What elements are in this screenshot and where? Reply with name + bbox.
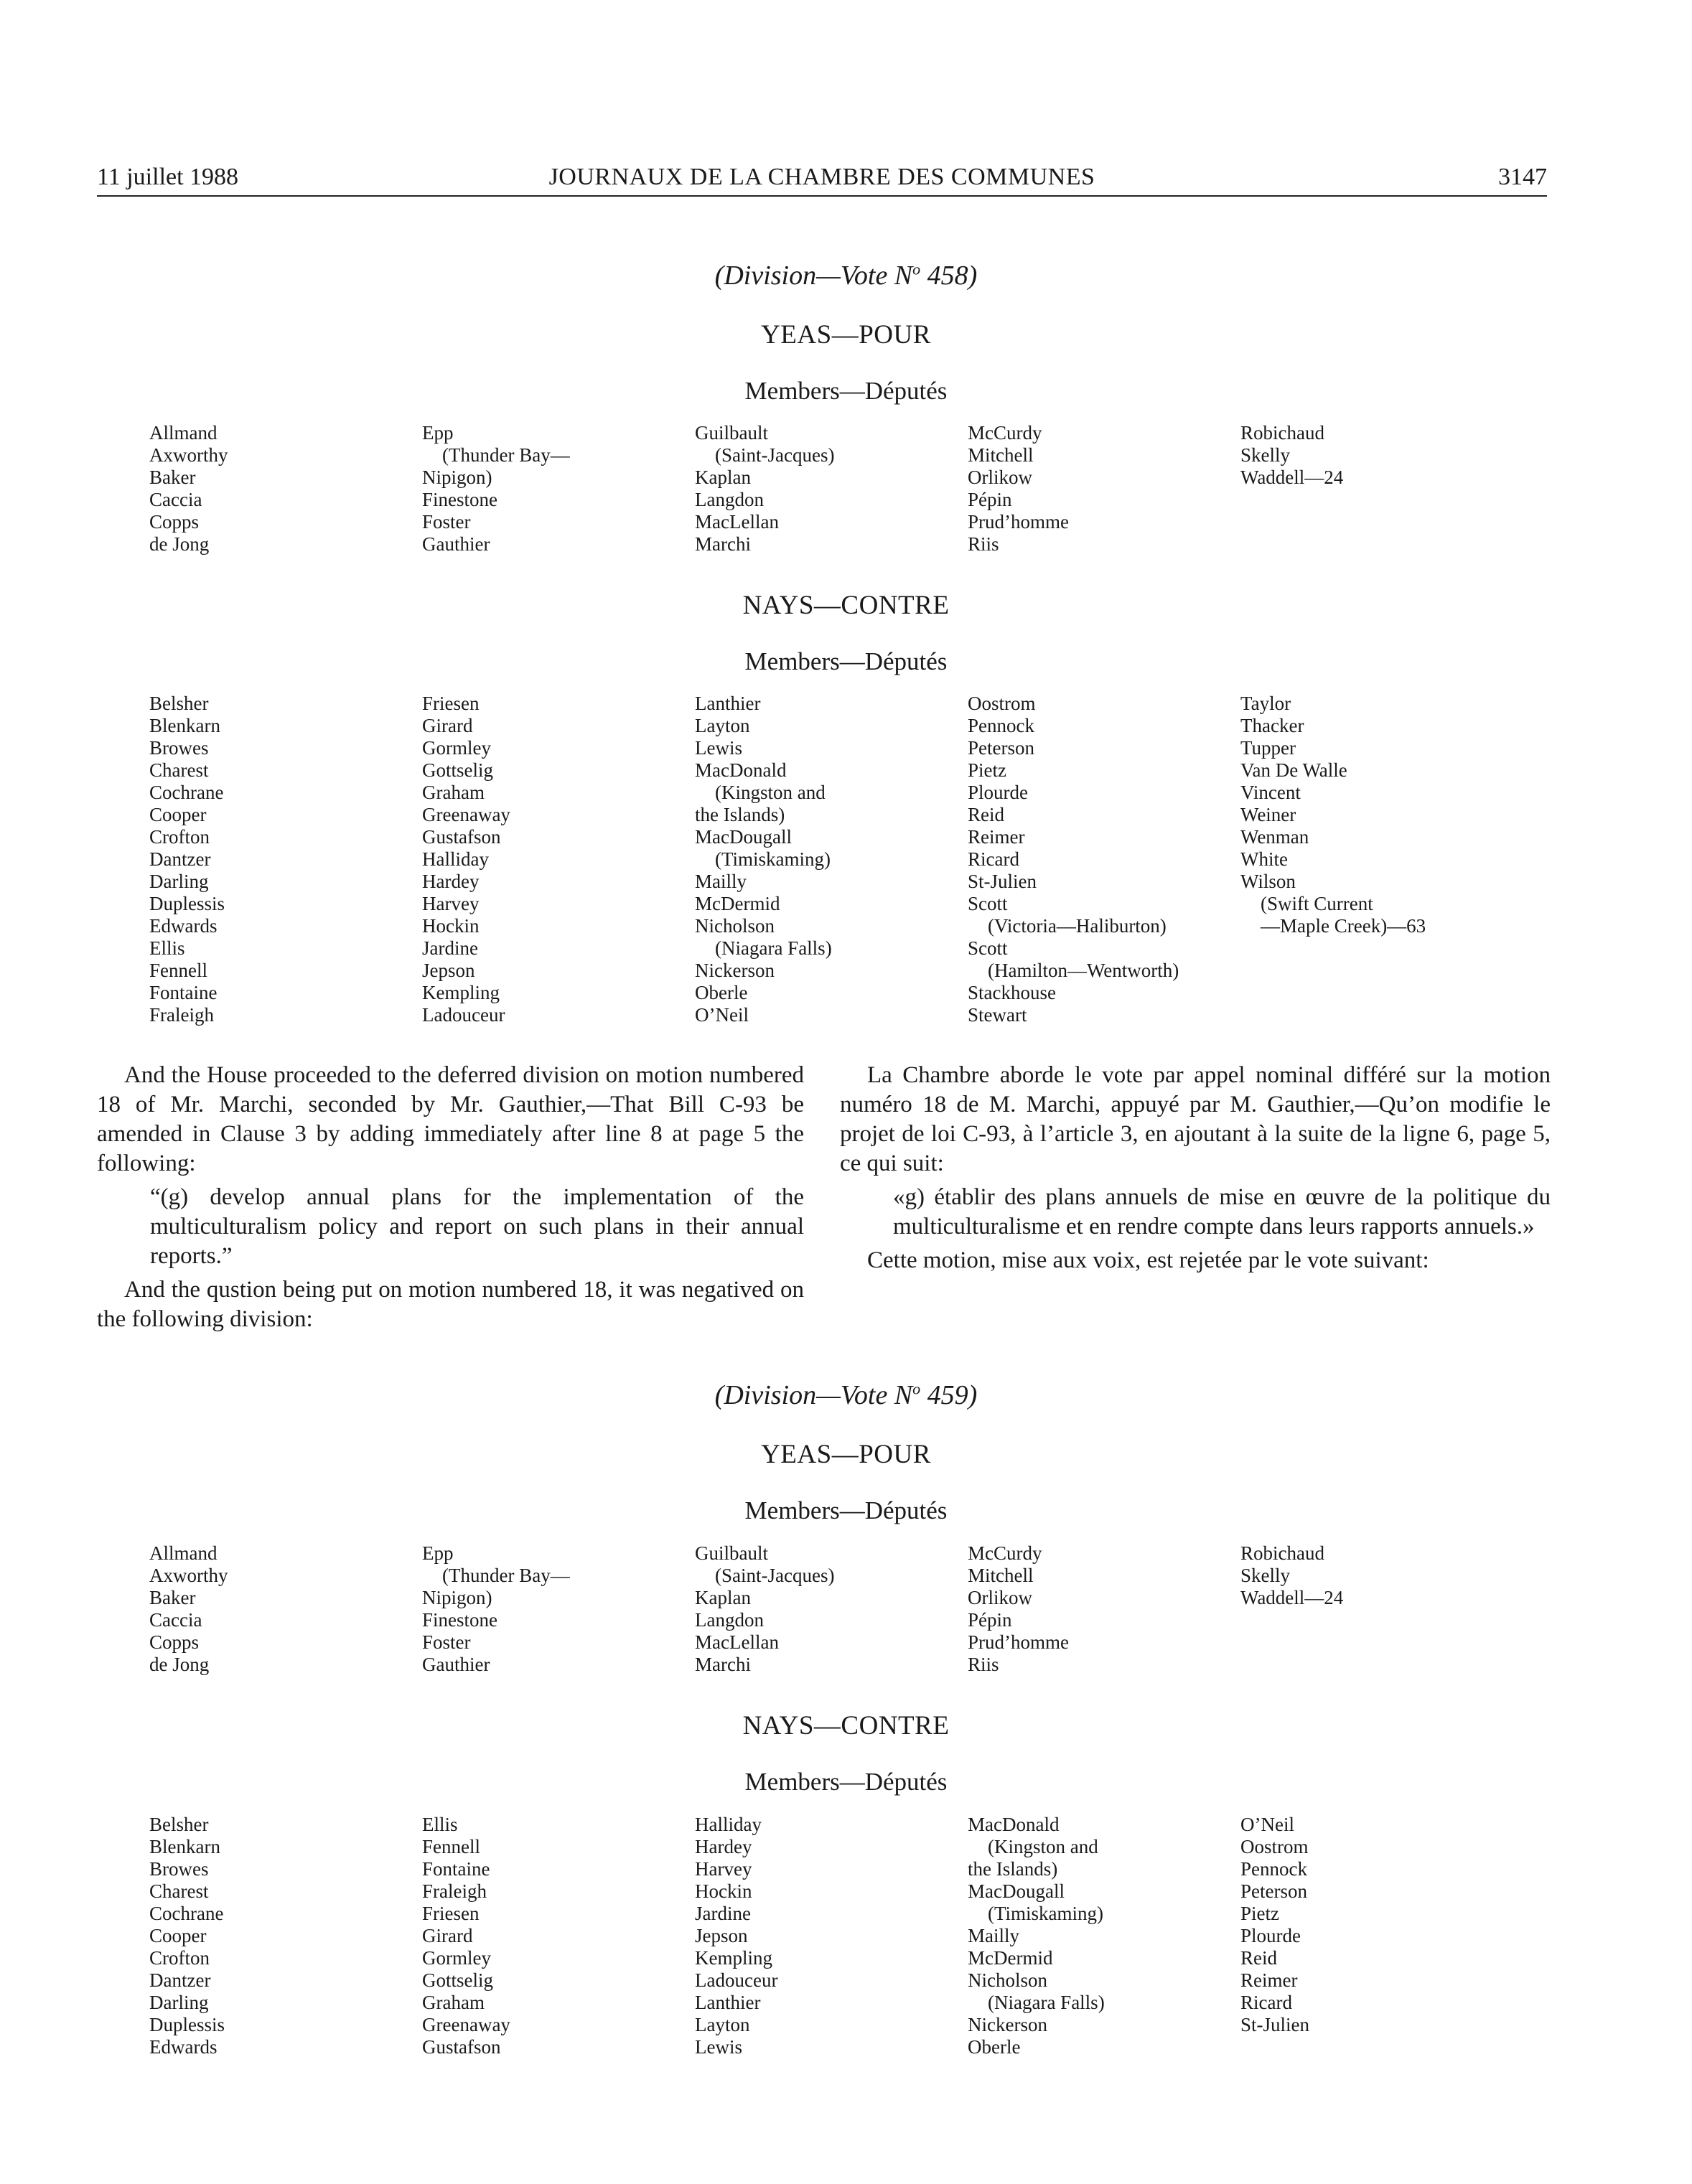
member-name: Fontaine <box>422 1858 490 1880</box>
vote-458-yeas-subheading: Members—Députés <box>744 377 948 405</box>
member-name: Halliday <box>422 848 489 870</box>
member-name: Orlikow <box>968 467 1032 488</box>
member-name: Riis <box>968 533 999 555</box>
member-name: Kempling <box>422 982 500 1003</box>
member-name: O’Neil <box>695 1004 749 1026</box>
member-name: (Kingston and <box>988 1836 1098 1857</box>
member-name: Gottselig <box>422 759 493 781</box>
member-name: Ricard <box>1240 1992 1292 2013</box>
name-column <box>149 693 422 1026</box>
member-name: Ellis <box>149 937 185 959</box>
member-name: (Hamilton—Wentworth) <box>988 960 1179 981</box>
member-name: Hockin <box>695 1880 752 1902</box>
member-name: Crofton <box>149 826 210 848</box>
member-name: Foster <box>422 1631 471 1653</box>
member-name: Ladouceur <box>422 1004 505 1026</box>
member-name: Fraleigh <box>422 1880 487 1902</box>
name-column <box>695 1814 968 2058</box>
member-name: McCurdy <box>968 422 1042 444</box>
member-name: Reimer <box>968 826 1025 848</box>
member-name: Plourde <box>1240 1925 1301 1946</box>
member-name: Harvey <box>695 1858 752 1880</box>
member-name: (Niagara Falls) <box>715 937 832 959</box>
member-name: Prud’homme <box>968 1631 1069 1653</box>
name-column <box>695 693 968 1026</box>
member-name: Finestone <box>422 489 497 510</box>
vote-459-yeas-subheading: Members—Députés <box>744 1496 948 1524</box>
member-name: Allmand <box>149 422 218 444</box>
vote-459-nays-subheading: Members—Députés <box>744 1768 948 1796</box>
vote-459-nays-list <box>149 1814 1513 2058</box>
member-name: Lewis <box>695 2036 742 2058</box>
member-name: Kaplan <box>695 467 751 488</box>
name-column <box>149 1814 422 2058</box>
french-motion-paragraph: La Chambre aborde le vote par appel nominal différé sur la motion numéro 18 de M. Marchi, appuyé par M. Gauthier,—Qu’on modifie le projet de loi C-93, à l’article 3, en ajoutant à la suite de la ligne 6, page 5, ce qui suit: <box>840 1062 1551 1176</box>
vote-458-nays-heading: NAYS—CONTRE <box>742 591 950 620</box>
name-column <box>968 1814 1240 2058</box>
english-motion-paragraph: And the House proceeded to the deferred division on motion numbered 18 of Mr. Marchi, seconded by Mr. Gauthier,—That Bill C-93 be amended in Clause 3 by adding immediately after line 8 at page 5 the following: <box>97 1062 804 1176</box>
member-name: Stackhouse <box>968 982 1056 1003</box>
member-name: Vincent <box>1240 782 1301 803</box>
member-name: Marchi <box>695 1654 751 1675</box>
member-name: Waddell—24 <box>1240 467 1344 488</box>
member-name: Gormley <box>422 737 491 759</box>
member-name: Nickerson <box>695 960 775 981</box>
member-name: MacLellan <box>695 1631 779 1653</box>
member-name: Cochrane <box>149 782 224 803</box>
member-name: St-Julien <box>968 871 1037 892</box>
member-name: Weiner <box>1240 804 1296 825</box>
vote-459-yeas-heading: YEAS—POUR <box>761 1440 931 1469</box>
name-column <box>695 1542 968 1676</box>
member-name: Girard <box>422 1925 473 1946</box>
vote-458-nays-subheading: Members—Députés <box>744 647 948 675</box>
english-motion-quote: “(g) develop annual plans for the implementation of the multiculturalism policy and report on such plans in their annual reports.” <box>150 1184 804 1269</box>
member-name: (Thunder Bay— <box>442 444 570 466</box>
member-name: Duplessis <box>149 893 225 914</box>
member-name: MacLellan <box>695 511 779 533</box>
member-name: —Maple Creek)—63 <box>1261 915 1426 937</box>
member-name: (Saint-Jacques) <box>715 1565 835 1586</box>
member-name: Charest <box>149 1880 209 1902</box>
name-column <box>1240 693 1513 1026</box>
member-name: Pépin <box>968 1609 1012 1631</box>
member-name: (Thunder Bay— <box>442 1565 570 1586</box>
member-name: Charest <box>149 759 209 781</box>
member-name: Plourde <box>968 782 1028 803</box>
member-name: (Saint-Jacques) <box>715 444 835 466</box>
name-column <box>422 1814 695 2058</box>
member-name: Belsher <box>149 693 209 714</box>
member-name: Layton <box>695 2014 750 2035</box>
member-name: White <box>1240 848 1288 870</box>
member-name: Cochrane <box>149 1903 224 1924</box>
header-date: 11 juillet 1988 <box>97 164 239 190</box>
member-name: Mitchell <box>968 444 1034 466</box>
member-name: Pépin <box>968 489 1012 510</box>
name-column <box>422 422 695 556</box>
member-name: Graham <box>422 1992 485 2013</box>
vote-458-title: (Division—Vote $N^o$ 458) <box>714 260 978 291</box>
member-name: Reid <box>968 804 1004 825</box>
vote-459-nays-heading: NAYS—CONTRE <box>742 1711 950 1740</box>
member-name: Jepson <box>422 960 475 981</box>
member-name: Copps <box>149 1631 200 1653</box>
member-name: Robichaud <box>1240 1542 1324 1564</box>
member-name: Lanthier <box>695 693 761 714</box>
english-text <box>97 1061 804 1334</box>
member-name: Langdon <box>695 1609 764 1631</box>
member-name: Browes <box>149 737 209 759</box>
member-name: Kaplan <box>695 1587 751 1608</box>
name-column <box>149 1542 422 1676</box>
member-name: Scott <box>968 937 1008 959</box>
member-name: Hardey <box>422 871 480 892</box>
member-name: Gormley <box>422 1947 491 1969</box>
member-name: Thacker <box>1240 715 1304 736</box>
member-name: Crofton <box>149 1947 210 1969</box>
member-name: Mailly <box>968 1925 1019 1946</box>
member-name: Ladouceur <box>695 1969 778 1991</box>
member-name: Friesen <box>422 693 480 714</box>
vote-458-yeas-heading: YEAS—POUR <box>761 320 931 350</box>
name-column <box>968 693 1240 1026</box>
member-name: Marchi <box>695 533 751 555</box>
member-name: Skelly <box>1240 444 1291 466</box>
english-result-paragraph: And the qustion being put on motion numbered 18, it was negatived on the following division: <box>97 1277 804 1332</box>
member-name: Oberle <box>968 2036 1021 2058</box>
vote-458-nays-list <box>149 693 1513 1026</box>
member-name: McDermid <box>695 893 780 914</box>
page-number: 3147 <box>1498 164 1547 190</box>
member-name: Oostrom <box>968 693 1036 714</box>
member-name: Ellis <box>422 1814 458 1835</box>
member-name: the Islands) <box>968 1858 1058 1880</box>
member-name: Pennock <box>1240 1858 1307 1880</box>
member-name: Oostrom <box>1240 1836 1309 1857</box>
member-name: Caccia <box>149 1609 202 1631</box>
member-name: Girard <box>422 715 473 736</box>
member-name: Layton <box>695 715 750 736</box>
member-name: Blenkarn <box>149 715 220 736</box>
french-text <box>840 1061 1551 1275</box>
member-name: Dantzer <box>149 848 211 870</box>
member-name: Friesen <box>422 1903 480 1924</box>
member-name: Edwards <box>149 2036 218 2058</box>
member-name: de Jong <box>149 1654 210 1675</box>
member-name: Robichaud <box>1240 422 1324 444</box>
member-name: Oberle <box>695 982 748 1003</box>
member-name: Ricard <box>968 848 1019 870</box>
member-name: Epp <box>422 1542 454 1564</box>
header-title: JOURNAUX DE LA CHAMBRE DES COMMUNES <box>548 164 1095 190</box>
member-name: MacDonald <box>695 759 787 781</box>
member-name: de Jong <box>149 533 210 555</box>
member-name: Axworthy <box>149 444 228 466</box>
member-name: Tupper <box>1240 737 1296 759</box>
member-name: Peterson <box>968 737 1034 759</box>
member-name: (Timiskaming) <box>715 848 831 870</box>
member-name: Fraleigh <box>149 1004 214 1026</box>
member-name: Jepson <box>695 1925 748 1946</box>
member-name: Nipigon) <box>422 467 492 488</box>
member-name: Edwards <box>149 915 218 937</box>
member-name: Cooper <box>149 804 207 825</box>
member-name: Gauthier <box>422 533 490 555</box>
vote-459-title: (Division—Vote $N^o$ 459) <box>714 1379 978 1410</box>
member-name: Stewart <box>968 1004 1027 1026</box>
member-name: O’Neil <box>1240 1814 1294 1835</box>
member-name: Riis <box>968 1654 999 1675</box>
member-name: Fennell <box>422 1836 480 1857</box>
name-column <box>1240 422 1513 556</box>
vote-458-yeas-list <box>149 422 1513 556</box>
member-name: MacDonald <box>968 1814 1060 1835</box>
member-name: Darling <box>149 871 209 892</box>
member-name: Gottselig <box>422 1969 493 1991</box>
member-name: Belsher <box>149 1814 209 1835</box>
member-name: Van De Walle <box>1240 759 1347 781</box>
name-column <box>422 1542 695 1676</box>
name-column <box>1240 1542 1513 1676</box>
member-name: Lanthier <box>695 1992 761 2013</box>
member-name: McCurdy <box>968 1542 1042 1564</box>
member-name: Lewis <box>695 737 742 759</box>
member-name: Allmand <box>149 1542 218 1564</box>
member-name: (Kingston and <box>715 782 826 803</box>
member-name: Greenaway <box>422 804 510 825</box>
member-name: Axworthy <box>149 1565 228 1586</box>
member-name: Halliday <box>695 1814 762 1835</box>
member-name: Fennell <box>149 960 207 981</box>
member-name: Gustafson <box>422 2036 501 2058</box>
member-name: Gauthier <box>422 1654 490 1675</box>
member-name: Darling <box>149 1992 209 2013</box>
member-name: Pietz <box>968 759 1006 781</box>
member-name: Caccia <box>149 489 202 510</box>
member-name: MacDougall <box>968 1880 1065 1902</box>
member-name: (Victoria—Haliburton) <box>988 915 1167 937</box>
member-name: Waddell—24 <box>1240 1587 1344 1608</box>
member-name: Duplessis <box>149 2014 225 2035</box>
member-name: Skelly <box>1240 1565 1291 1586</box>
member-name: Nicholson <box>695 915 775 937</box>
french-result-paragraph: Cette motion, mise aux voix, est rejetée par le vote suivant: <box>867 1247 1429 1273</box>
name-column <box>968 422 1240 556</box>
member-name: Jardine <box>695 1903 751 1924</box>
member-name: Wenman <box>1240 826 1309 848</box>
member-name: St-Julien <box>1240 2014 1310 2035</box>
member-name: Guilbault <box>695 422 768 444</box>
member-name: Dantzer <box>149 1969 211 1991</box>
member-name: Browes <box>149 1858 209 1880</box>
member-name: (Timiskaming) <box>988 1903 1104 1924</box>
member-name: Nipigon) <box>422 1587 492 1608</box>
member-name: Nickerson <box>968 2014 1047 2035</box>
member-name: (Niagara Falls) <box>988 1992 1105 2013</box>
member-name: Scott <box>968 893 1008 914</box>
name-column <box>422 693 695 1026</box>
member-name: Langdon <box>695 489 764 510</box>
member-name: Harvey <box>422 893 480 914</box>
member-name: McDermid <box>968 1947 1053 1969</box>
member-name: Blenkarn <box>149 1836 220 1857</box>
member-name: Pietz <box>1240 1903 1279 1924</box>
name-column <box>1240 1814 1513 2058</box>
member-name: Kempling <box>695 1947 772 1969</box>
name-column <box>149 422 422 556</box>
member-name: Prud’homme <box>968 511 1069 533</box>
member-name: Mitchell <box>968 1565 1034 1586</box>
member-name: Hockin <box>422 915 480 937</box>
member-name: MacDougall <box>695 826 792 848</box>
vote-459-yeas-list <box>149 1542 1513 1676</box>
member-name: Greenaway <box>422 2014 510 2035</box>
member-name: Peterson <box>1240 1880 1307 1902</box>
member-name: Finestone <box>422 1609 497 1631</box>
member-name: Guilbault <box>695 1542 768 1564</box>
member-name: Copps <box>149 511 200 533</box>
member-name: Nicholson <box>968 1969 1047 1991</box>
member-name: Foster <box>422 511 471 533</box>
member-name: Fontaine <box>149 982 218 1003</box>
member-name: Mailly <box>695 871 747 892</box>
member-name: Orlikow <box>968 1587 1032 1608</box>
member-name: (Swift Current <box>1261 893 1373 914</box>
member-name: Jardine <box>422 937 478 959</box>
name-column <box>695 422 968 556</box>
member-name: Cooper <box>149 1925 207 1946</box>
member-name: Reimer <box>1240 1969 1298 1991</box>
french-motion-quote: «g) établir des plans annuels de mise en œuvre de la politique du multiculturalisme et en rendre compte dans leurs rapports annuels.» <box>893 1184 1551 1239</box>
member-name: Gustafson <box>422 826 501 848</box>
member-name: Hardey <box>695 1836 752 1857</box>
member-name: Pennock <box>968 715 1034 736</box>
name-column <box>968 1542 1240 1676</box>
member-name: Wilson <box>1240 871 1296 892</box>
member-name: Taylor <box>1240 693 1291 714</box>
member-name: Epp <box>422 422 454 444</box>
running-header <box>97 161 1547 197</box>
member-name: Graham <box>422 782 485 803</box>
member-name: Baker <box>149 467 196 488</box>
member-name: Reid <box>1240 1947 1277 1969</box>
member-name: the Islands) <box>695 804 785 825</box>
member-name: Baker <box>149 1587 196 1608</box>
